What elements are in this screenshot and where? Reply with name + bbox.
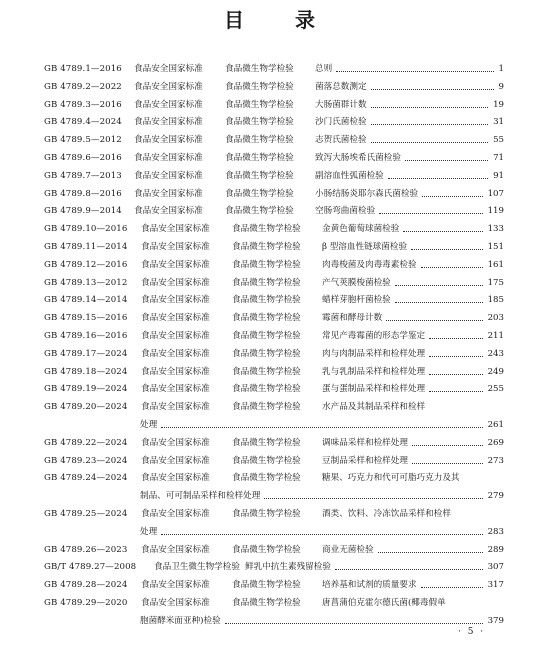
standard-category: 食品微生物学检验 (232, 544, 301, 555)
standard-category: 食品微生物学检验 (225, 99, 294, 110)
standard-series: 食品安全国家标准 (141, 598, 210, 608)
standard-series: 食品安全国家标准 (141, 259, 210, 270)
standard-code: GB 4789.28—2024 (44, 580, 128, 591)
toc-entry[interactable] (44, 169, 504, 183)
standard-category: 食品微生物学检验 (232, 259, 301, 270)
page-number: 9 (498, 81, 504, 92)
standard-title: 大肠菌群计数 (315, 99, 367, 110)
standard-series: 食品安全国家标准 (134, 64, 203, 74)
standard-series: 食品安全国家标准 (141, 313, 210, 324)
standard-series: 食品安全国家标准 (141, 544, 210, 555)
standard-series: 食品安全国家标准 (141, 366, 210, 377)
standard-code: GB 4789.8—2016 (44, 188, 122, 199)
standard-series: 食品卫生微生物学检验 (154, 562, 240, 573)
standard-title: 产气荚膜梭菌检验 (322, 277, 391, 288)
standard-series: 食品安全国家标准 (134, 135, 203, 146)
dot-leader (429, 369, 483, 375)
standard-series: 食品安全国家标准 (134, 170, 203, 181)
toc-entry[interactable] (44, 365, 504, 379)
standard-category: 食品微生物学检验 (232, 277, 301, 288)
toc-entry[interactable] (44, 187, 504, 201)
dot-leader (264, 493, 483, 499)
standard-code: GB 4789.2—2022 (44, 81, 122, 92)
page-number: 379 (487, 615, 504, 626)
standard-code: GB 4789.3—2016 (44, 99, 122, 110)
toc-entry[interactable] (44, 454, 504, 468)
dot-leader (429, 351, 483, 357)
page-number: 261 (487, 420, 504, 430)
page-number: 249 (487, 366, 504, 377)
standard-code: GB 4789.29—2020 (44, 598, 128, 608)
standard-category: 食品微生物学检验 (225, 206, 294, 217)
standard-title: 空肠弯曲菌检验 (315, 206, 376, 217)
standard-code: GB 4789.7—2013 (44, 170, 122, 181)
dot-leader (405, 155, 488, 161)
dot-leader (371, 84, 494, 90)
standard-title: 水产品及其制品采样和检样 (322, 402, 426, 413)
toc-entry-continuation[interactable] (44, 418, 504, 432)
standard-category: 食品微生物学检验 (232, 242, 301, 252)
dot-leader (378, 547, 483, 553)
standard-title: 致泻大肠埃希氏菌检验 (315, 153, 401, 163)
dot-leader (412, 458, 483, 464)
dot-leader (371, 137, 488, 143)
standard-title: 培养基和试剂的质量要求 (322, 580, 417, 591)
standard-category: 食品微生物学检验 (225, 153, 294, 163)
standard-category: 食品微生物学检验 (232, 580, 301, 591)
standard-category: 食品微生物学检验 (225, 135, 294, 146)
standard-series: 食品安全国家标准 (141, 402, 210, 413)
dot-leader (395, 297, 483, 303)
standard-code: GB 4789.10—2016 (44, 224, 128, 235)
page-number: 279 (487, 491, 504, 502)
standard-series: 食品安全国家标准 (141, 242, 210, 252)
toc-entry[interactable] (44, 329, 504, 343)
standard-code: GB 4789.6—2016 (44, 153, 122, 163)
standard-code: GB 4789.24—2024 (44, 473, 128, 484)
standard-series: 食品安全国家标准 (141, 455, 210, 466)
toc-entry[interactable] (44, 560, 504, 574)
page-number: 269 (487, 437, 504, 448)
dot-leader (371, 119, 488, 125)
page-number: 31 (493, 117, 504, 128)
page-number: 71 (493, 153, 504, 163)
standard-code: GB 4789.26—2023 (44, 544, 128, 555)
standard-code: GB 4789.18—2024 (44, 366, 128, 377)
standard-title-continuation: 制品、可可制品采样和检样处理 (140, 491, 261, 502)
standard-category: 食品微生物学检验 (232, 509, 301, 519)
page-number: 55 (493, 135, 504, 146)
dot-leader (395, 280, 483, 286)
standard-title: β 型溶血性链球菌检验 (322, 242, 408, 252)
standard-title: 肉与肉制品采样和检样处理 (322, 348, 426, 359)
standard-code: GB 4789.16—2016 (44, 331, 128, 341)
standard-category: 食品微生物学检验 (225, 188, 294, 199)
page-number: 151 (487, 242, 504, 252)
page-number: 273 (487, 455, 504, 466)
toc-entry[interactable] (44, 151, 504, 165)
page-number: 175 (487, 277, 504, 288)
standard-category: 食品微生物学检验 (232, 348, 301, 359)
toc-entry-continuation[interactable] (44, 614, 504, 628)
toc-entry[interactable] (44, 133, 504, 147)
dot-leader (412, 440, 483, 446)
standard-title: 调味品采样和检样处理 (322, 437, 408, 448)
standard-title: 常见产毒霉菌的形态学鉴定 (322, 331, 426, 341)
standard-category: 食品微生物学检验 (232, 313, 301, 324)
standard-series: 食品安全国家标准 (141, 331, 210, 341)
toc-entry-continuation[interactable] (44, 489, 504, 503)
standard-series: 食品安全国家标准 (141, 509, 210, 519)
toc-entry[interactable] (44, 115, 504, 129)
standard-title: 乳与乳制品采样和检样处理 (322, 366, 426, 377)
standard-code: GB 4789.11—2014 (44, 242, 128, 252)
standard-title: 沙门氏菌检验 (315, 117, 367, 128)
standard-title-continuation: 处理 (140, 420, 158, 430)
toc-entry[interactable] (44, 311, 504, 325)
standard-category: 食品微生物学检验 (232, 402, 301, 413)
dot-leader (421, 262, 483, 268)
standard-category: 食品微生物学检验 (232, 384, 301, 395)
page-number: 1 (498, 64, 504, 74)
dot-leader (335, 564, 483, 570)
dot-leader (403, 226, 483, 232)
standard-code: GB 4789.20—2024 (44, 402, 128, 413)
standard-title: 总则 (315, 64, 333, 74)
page-number: 19 (493, 99, 504, 110)
standard-series: 食品安全国家标准 (134, 117, 203, 128)
standard-code: GB 4789.4—2024 (44, 117, 122, 128)
standard-category: 食品微生物学检验 (225, 81, 294, 92)
standard-category: 食品微生物学检验 (225, 117, 294, 128)
toc-entry[interactable] (44, 507, 504, 521)
toc-entry[interactable] (44, 204, 504, 218)
standard-code: GB 4789.13—2012 (44, 277, 128, 288)
dot-leader (429, 386, 483, 392)
standard-title: 霉菌和酵母计数 (322, 313, 383, 324)
page-number: 119 (487, 206, 504, 217)
page-title: 目 录 (224, 8, 337, 32)
toc-entry[interactable] (44, 578, 504, 592)
page-footer-number: · 5 · (458, 627, 486, 637)
standard-code: GB 4789.19—2024 (44, 384, 128, 395)
standard-title-continuation: 处理 (140, 526, 158, 537)
page-number: 255 (487, 384, 504, 395)
standard-series: 食品安全国家标准 (141, 224, 210, 235)
standard-code: GB 4789.1—2016 (44, 64, 122, 74)
standard-series: 食品安全国家标准 (141, 580, 210, 591)
page-number: 203 (487, 313, 504, 324)
standard-code: GB 4789.23—2024 (44, 455, 128, 466)
toc-entry[interactable] (44, 400, 504, 414)
page-number: 133 (487, 224, 504, 235)
standard-title: 蜡样芽胞杆菌检验 (322, 295, 391, 306)
standard-category: 食品微生物学检验 (232, 331, 301, 341)
standard-category: 食品微生物学检验 (232, 598, 301, 608)
toc-entry[interactable] (44, 382, 504, 396)
toc-entry[interactable] (44, 347, 504, 361)
dot-leader (421, 582, 483, 588)
standard-series: 食品安全国家标准 (141, 384, 210, 395)
standard-title: 商业无菌检验 (322, 544, 374, 555)
standard-code: GB 4789.14—2014 (44, 295, 128, 306)
toc-entry[interactable] (44, 471, 504, 485)
standard-title: 小肠结肠炎耶尔森氏菌检验 (315, 188, 419, 199)
standard-series: 食品安全国家标准 (141, 277, 210, 288)
page-number: 307 (487, 562, 504, 573)
standard-title: 蛋与蛋制品采样和检样处理 (322, 384, 426, 395)
toc-entry-continuation[interactable] (44, 525, 504, 539)
standard-series: 食品安全国家标准 (141, 348, 210, 359)
standard-code: GB 4789.17—2024 (44, 348, 128, 359)
standard-category: 食品微生物学检验 (232, 295, 301, 306)
standard-code: GB 4789.5—2012 (44, 135, 122, 146)
toc-entry[interactable] (44, 240, 504, 254)
standard-category: 食品微生物学检验 (232, 437, 301, 448)
standard-title: 鲜乳中抗生素残留检验 (245, 562, 331, 573)
page-number: 91 (493, 170, 504, 181)
standard-category: 食品微生物学检验 (232, 224, 301, 235)
standard-title-continuation: 胞菌酵米面亚种)检验 (140, 615, 221, 626)
dot-leader (422, 191, 483, 197)
standard-code: GB 4789.22—2024 (44, 437, 128, 448)
standard-category: 食品微生物学检验 (232, 366, 301, 377)
standard-series: 食品安全国家标准 (141, 473, 210, 484)
standard-category: 食品微生物学检验 (225, 170, 294, 181)
standard-title: 副溶血性弧菌检验 (315, 170, 384, 181)
toc-entry[interactable] (44, 98, 504, 112)
standard-series: 食品安全国家标准 (141, 295, 210, 306)
standard-code: GB 4789.9—2014 (44, 206, 122, 217)
page-number: 161 (487, 259, 504, 270)
toc-entry[interactable] (44, 596, 504, 610)
standard-title: 志贺氏菌检验 (315, 135, 367, 146)
dot-leader (379, 208, 483, 214)
toc-entry[interactable] (44, 80, 504, 94)
standard-title: 糖果、巧克力和代可可脂巧克力及其 (322, 473, 460, 484)
page-number: 289 (487, 544, 504, 555)
dot-leader (161, 422, 483, 428)
dot-leader (371, 102, 488, 108)
dot-leader (411, 244, 483, 250)
standard-series: 食品安全国家标准 (141, 437, 210, 448)
page-number: 185 (487, 295, 504, 306)
standard-category: 食品微生物学检验 (225, 64, 294, 74)
standard-series: 食品安全国家标准 (134, 99, 203, 110)
page-number: 243 (487, 348, 504, 359)
standard-code: GB 4789.15—2016 (44, 313, 128, 324)
standard-title: 酒类、饮料、冷冻饮品采样和检样 (322, 509, 451, 519)
dot-leader (161, 529, 483, 535)
standard-series: 食品安全国家标准 (134, 153, 203, 163)
dot-leader (429, 333, 483, 339)
toc-entry[interactable] (44, 258, 504, 272)
dot-leader (388, 173, 488, 179)
standard-title: 肉毒梭菌及肉毒毒素检验 (322, 259, 417, 270)
dot-leader (225, 618, 483, 624)
dot-leader (386, 315, 483, 321)
toc-entry[interactable] (44, 436, 504, 450)
standard-series: 食品安全国家标准 (134, 206, 203, 217)
page-number: 283 (487, 526, 504, 537)
standard-code: GB/T 4789.27—2008 (44, 562, 137, 573)
toc-entry[interactable] (44, 543, 504, 557)
toc-entry[interactable] (44, 293, 504, 307)
toc-entry[interactable] (44, 222, 504, 236)
page-number: 107 (487, 188, 504, 199)
standard-title: 菌落总数测定 (315, 81, 367, 92)
standard-category: 食品微生物学检验 (232, 473, 301, 484)
standard-title: 金黄色葡萄球菌检验 (322, 224, 400, 235)
standard-category: 食品微生物学检验 (232, 455, 301, 466)
standard-series: 食品安全国家标准 (134, 81, 203, 92)
standard-code: GB 4789.12—2016 (44, 259, 128, 270)
page-number: 317 (487, 580, 504, 591)
standard-series: 食品安全国家标准 (134, 188, 203, 199)
page-number: 211 (487, 331, 504, 341)
dot-leader (336, 66, 494, 72)
standard-code: GB 4789.25—2024 (44, 509, 128, 519)
toc-entry[interactable] (44, 62, 504, 76)
standard-title: 豆制品采样和检样处理 (322, 455, 408, 466)
standard-title: 唐菖蒲伯克霍尔德氏菌(椰毒假单 (322, 598, 446, 608)
toc-entry[interactable] (44, 276, 504, 290)
